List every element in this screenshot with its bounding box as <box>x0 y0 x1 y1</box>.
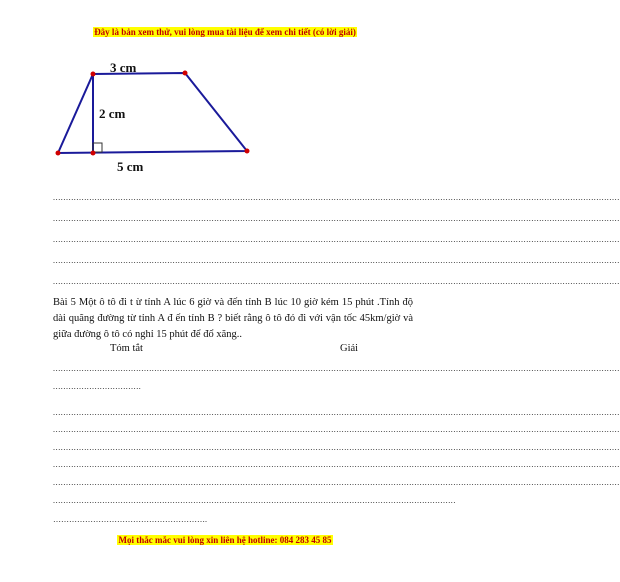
height-label: 2 cm <box>99 106 126 121</box>
height-foot-point <box>91 151 96 156</box>
answer-line: ........................................................................................................................................................... <box>53 496 456 505</box>
trapezoid-figure <box>0 0 450 200</box>
answer-line: .......................................................................................................................................................................................................................... <box>53 256 620 265</box>
answer-line: .......................................................................................................................................................................................................................... <box>53 214 620 223</box>
top-side-label: 3 cm <box>110 60 137 75</box>
answer-line: .......................................................................................................................................................................................................................... <box>53 460 620 469</box>
answer-line: .................................. <box>53 382 142 391</box>
hotline-text: Mọi thắc mắc vui lòng xin liên hệ hotline: 084 283 45 85 <box>118 535 332 545</box>
answer-line: .......................................................................................................................................................................................................................... <box>53 235 620 244</box>
answer-line: .......................................................................................................................................................................................................................... <box>53 443 620 452</box>
answer-line: .......................................................................................................................................................................................................................... <box>53 193 620 202</box>
vertex-point <box>91 72 96 77</box>
answer-line: .......................................................................................................................................................................................................................... <box>53 408 620 417</box>
vertex-point <box>245 149 250 154</box>
vertex-point <box>183 71 188 76</box>
answer-line: .......................................................................................................................................................................................................................... <box>53 478 620 487</box>
hotline-banner <box>0 535 450 545</box>
solution-label: Giải <box>340 343 359 354</box>
answer-line: …………………………………………………. <box>53 515 207 524</box>
answer-line: .......................................................................................................................................................................................................................... <box>53 364 620 373</box>
preview-notice-text: Đây là bản xem thử, vui lòng mua tài liệu để xem chi tiết (có lời giải) <box>94 27 356 37</box>
answer-line: .......................................................................................................................................................................................................................... <box>53 425 620 434</box>
answer-line: .......................................................................................................................................................................................................................... <box>53 277 620 286</box>
summary-label: Tóm tắt <box>110 343 143 354</box>
trapezoid-outline <box>58 73 247 153</box>
bottom-side-label: 5 cm <box>117 159 144 174</box>
exercise-text: Bài 5 Một ô tô đi t ừ tỉnh A lúc 6 giờ và đến tỉnh B lúc 10 giờ kém 15 phút .Tính độ dài quãng đường từ tỉnh A đ ến tỉnh B ? biết rằng ô tô đó đi với vận tốc 45km/giờ và giữa đường ô tô có nghỉ 15 phút để đổ xăng.. <box>53 297 413 340</box>
right-angle-mark <box>93 143 102 152</box>
vertex-point <box>56 151 61 156</box>
